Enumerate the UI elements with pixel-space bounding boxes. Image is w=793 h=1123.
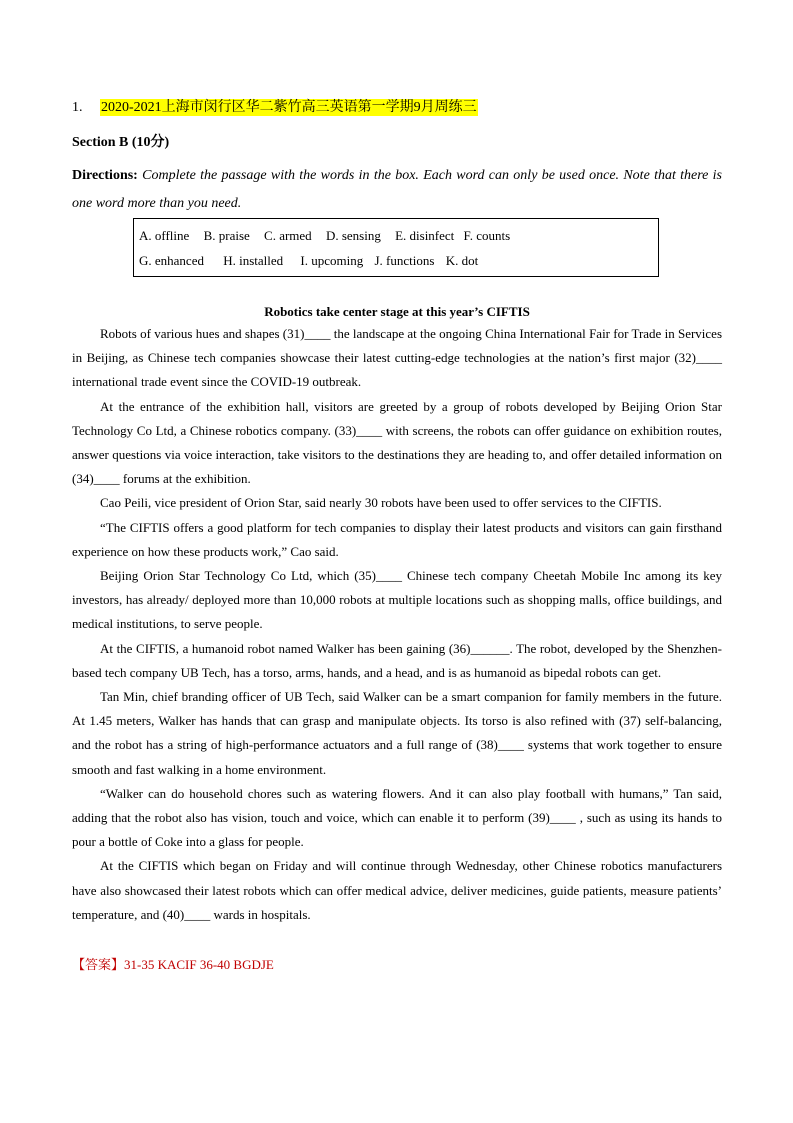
word-option: K. dot xyxy=(445,253,479,268)
word-option: F. counts xyxy=(463,228,511,243)
question-header xyxy=(72,98,478,118)
answer-label: 【答案】 xyxy=(72,957,125,972)
passage-paragraph: Tan Min, chief branding officer of UB Tech, said Walker can be a smart companion for family members in the future. At 1.45 meters, Walker has hands that can grasp and manipulate objects. Its torso is also refined with (37) self-balancing, and the robot has a string of high-performance actuators and a full range of (38)____ systems that work together to ensure smooth and fast walking in a home environment. xyxy=(72,689,722,777)
answer-text: 31-35 KACIF 36-40 BGDJE xyxy=(124,957,274,972)
word-option: G. enhanced xyxy=(139,253,204,268)
passage-paragraph: Cao Peili, vice president of Orion Star, said nearly 30 robots have been used to offer services to the CIFTIS. xyxy=(100,495,662,511)
word-option: C. armed xyxy=(264,228,312,243)
word-box xyxy=(133,218,659,277)
word-box-row-2 xyxy=(139,248,653,273)
word-option: E. disinfect xyxy=(395,228,455,243)
passage-paragraph: At the CIFTIS which began on Friday and will continue through Wednesday, other Chinese robotics manufacturers have also showcased their latest robots which can offer medical advice, deliver medicines, guide patients, measure patients’ temperature, and (40)____ wards in hospitals. xyxy=(72,858,722,922)
word-box-row-1 xyxy=(139,223,653,248)
passage-title: Robotics take center stage at this year’s CIFTIS xyxy=(264,304,530,319)
directions-label: Directions: xyxy=(72,168,138,183)
word-option: I. upcoming xyxy=(300,253,364,268)
directions-text: Complete the passage with the words in the box. Each word can only be used once. Note that there is one word more than you need. xyxy=(72,168,722,211)
word-option: H. installed xyxy=(223,253,284,268)
directions xyxy=(72,162,722,218)
passage-paragraph: “The CIFTIS offers a good platform for tech companies to display their latest products and visitors can gain firsthand experience on how these products work,” Cao said. xyxy=(72,519,722,559)
passage-paragraph: At the entrance of the exhibition hall, visitors are greeted by a group of robots developed by Beijing Orion Star Technology Co Ltd, a Chinese robotics company. (33)____ with screens, the robots can offer guidance on exhibition routes, answer questions via voice interaction, take visitors to the destinations they are heading to, and offer detailed information on (34)____ forums at the exhibition. xyxy=(72,398,722,487)
section-title: Section B (10分) xyxy=(72,135,170,150)
answer-key xyxy=(72,954,274,976)
question-source: 2020-2021上海市闵行区华二紫竹高三英语第一学期9月周练三 xyxy=(101,100,477,115)
word-option: A. offline xyxy=(139,228,190,243)
passage-paragraph: At the CIFTIS, a humanoid robot named Walker has been gaining (36)______. The robot, developed by the Shenzhen-based tech company UB Tech, has a torso, arms, hands, and a head, and is as humanoid as bipedal robots can get. xyxy=(72,640,722,680)
word-option: J. functions xyxy=(374,253,435,268)
passage-paragraph: Robots of various hues and shapes (31)____ the landscape at the ongoing China International Fair for Trade in Services in Beijing, as Chinese tech companies showcase their latest cutting-edge technologies at the nation’s first major (32)____ international trade event since the COVID-19 outbreak. xyxy=(72,326,722,390)
question-number: 1. xyxy=(72,100,83,115)
passage-paragraph: Beijing Orion Star Technology Co Ltd, which (35)____ Chinese tech company Cheetah Mobile Inc among its key investors, has already/ deployed more than 10,000 robots at multiple locations such as shopping malls, office buildings, and medical institutions, to serve people. xyxy=(72,568,722,632)
word-option: D. sensing xyxy=(325,228,381,243)
passage-body xyxy=(72,322,722,927)
word-option: B. praise xyxy=(203,228,250,243)
passage-paragraph: “Walker can do household chores such as watering flowers. And it can also play football with humans,” Tan said, adding that the robot also has vision, touch and voice, which can enable it to perform (39)____ , such as using its hands to pour a bottle of Coke into a glass for people. xyxy=(72,785,722,850)
